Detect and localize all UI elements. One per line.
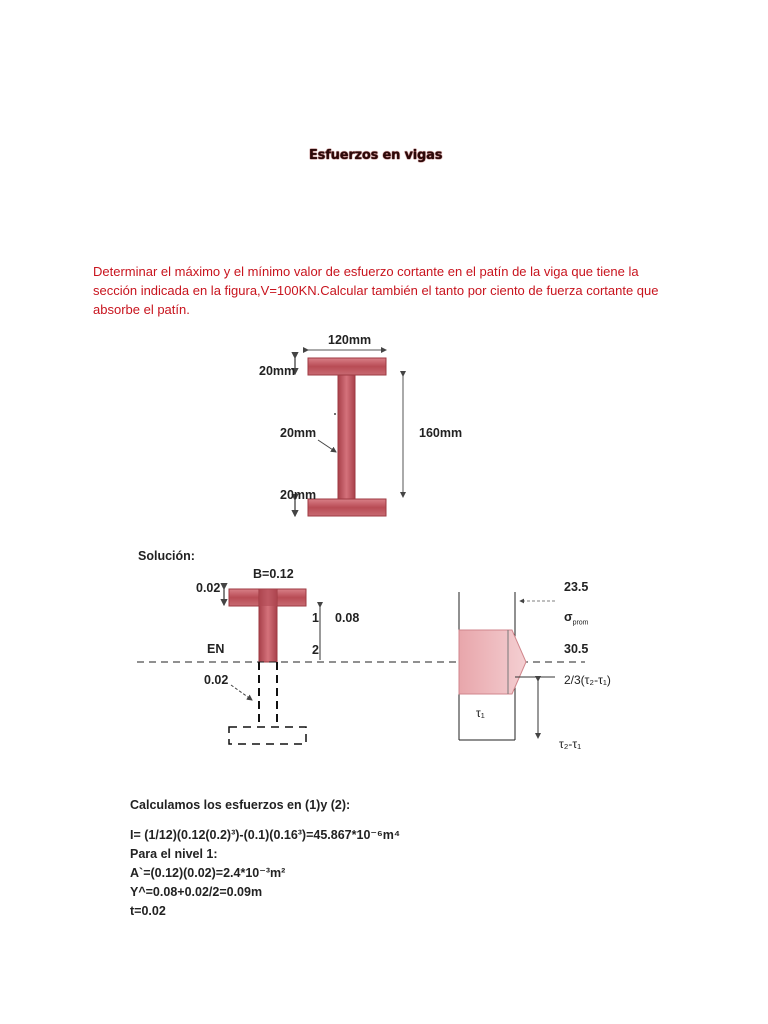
two-thirds-label: 2/3(τ₂-τ₁) [564, 673, 611, 687]
tau-diff-label: τ₂-τ₁ [559, 737, 582, 751]
solution-heading: Solución: [138, 549, 195, 563]
tau1-label: τ₁ [476, 706, 485, 720]
bottom-flange [308, 499, 386, 516]
level-2-label: 2 [312, 643, 319, 657]
level-1-label: 1 [312, 611, 319, 625]
stress-top-value: 23.5 [564, 580, 589, 594]
web [338, 375, 355, 499]
distance-label: 0.08 [335, 611, 360, 625]
height-label: 160mm [419, 426, 463, 440]
bottom-flange-label: 20mm [280, 488, 317, 502]
stress-mid-value: 30.5 [564, 642, 589, 656]
calc-inertia: I= (1/12)(0.12(0.2)³)-(0.1)(0.16³)=45.867*10⁻⁶m⁴ [130, 828, 401, 842]
calc-intro: Calculamos los esfuerzos en (1)y (2): [130, 798, 351, 812]
calc-thickness: t=0.02 [130, 904, 166, 918]
en-label: EN [207, 642, 225, 656]
b-label: B=0.12 [253, 567, 294, 581]
stress-block [459, 630, 526, 694]
calc-level1-heading: Para el nivel 1: [130, 847, 218, 861]
top-flange-label: 20mm [259, 364, 296, 378]
width-label: 120mm [328, 333, 372, 347]
top-flange [308, 358, 386, 375]
calc-centroid: Y^=0.08+0.02/2=0.09m [130, 885, 263, 899]
web-thickness-label: 0.02 [204, 673, 229, 687]
calc-area: A`=(0.12)(0.02)=2.4*10⁻³m² [130, 866, 286, 880]
problem-line-1: Determinar el máximo y el mínimo valor de esfuerzo cortante en el patín de la viga que tiene la [93, 264, 639, 279]
flange-thickness-label: 0.02 [196, 581, 221, 595]
page-title: Esfuerzos en vigas [309, 148, 443, 163]
web-label: 20mm [280, 426, 317, 440]
sigma-prom-label: $\sigma_{prom}$ [564, 610, 589, 627]
problem-line-2: sección indicada en la figura,V=100KN.Calcular también el tanto por ciento de fuerza cortante que [93, 283, 659, 298]
problem-line-3: absorbe el patín. [93, 302, 190, 317]
